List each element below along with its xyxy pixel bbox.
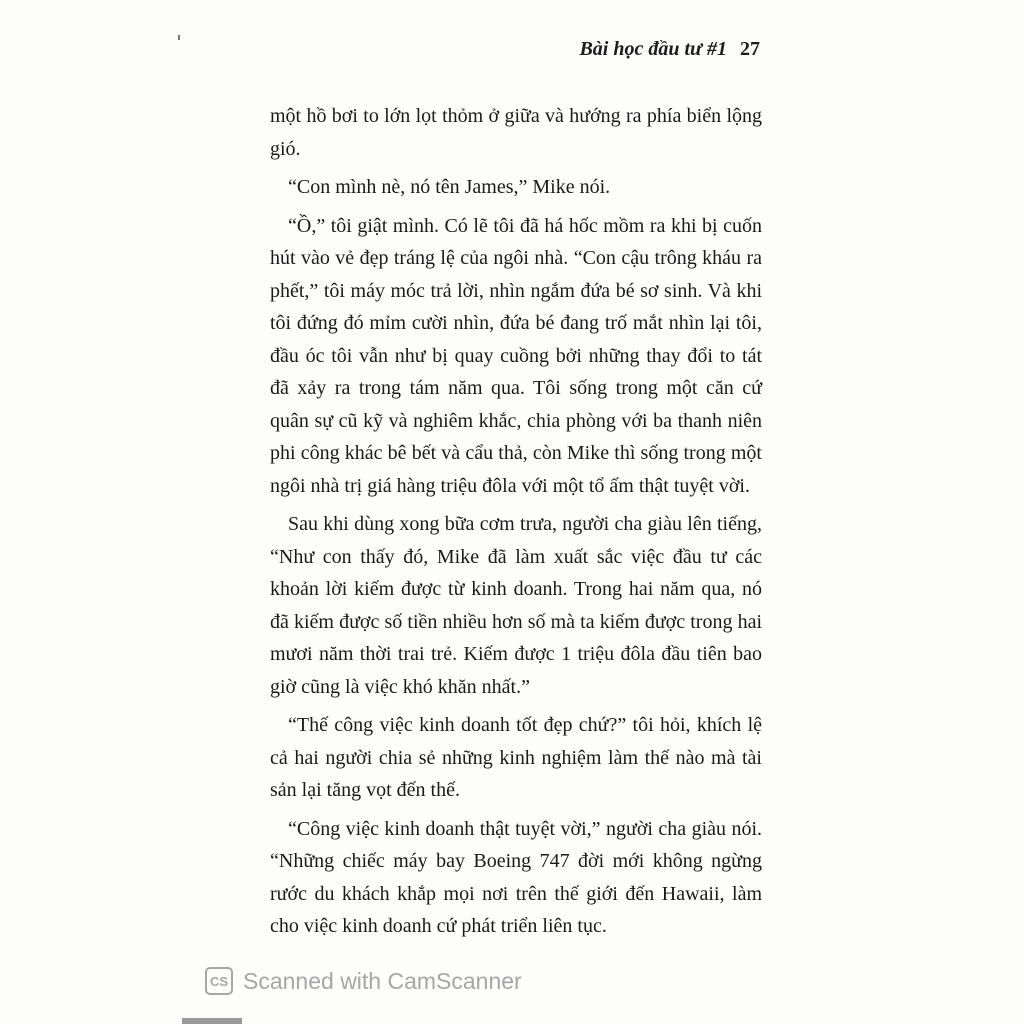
- paragraph: “Thế công việc kinh doanh tốt đẹp chứ?” tôi hỏi, khích lệ cả hai người chia sẻ những kinh nghiệm làm thế nào mà tài sản lại tăng vọt đến thế.: [270, 714, 762, 801]
- page-header: [560, 38, 760, 61]
- body-text: [270, 100, 762, 949]
- paragraph: “Ồ,” tôi giật mình. Có lẽ tôi đã há hốc mồm ra khi bị cuốn hút vào vẻ đẹp tráng lệ của ngôi nhà. “Con cậu trông kháu ra phết,” tôi máy móc trả lời, nhìn ngắm đứa bé sơ sinh. Và khi tôi đứng đó mỉm cười nhìn, đứa bé đang trố mắt nhìn lại tôi, đầu óc tôi vẫn như bị quay cuồng bởi những thay đổi to tát đã xảy ra trong tám năm qua. Tôi sống trong một căn cứ quân sự cũ kỹ và nghiêm khắc, chia phòng với ba thanh niên phi công khác bê bết và cẩu thả, còn Mike thì sống trong một ngôi nhà trị giá hàng triệu đôla với một tổ ấm thật tuyệt vời.: [270, 214, 762, 497]
- paragraph: “Công việc kinh doanh thật tuyệt vời,” người cha giàu nói. “Những chiếc máy bay Boeing 747 đời mới không ngừng rước du khách khắp mọi nơi trên thế giới đến Hawaii, làm cho việc kinh doanh cứ phát triển liên tục.: [270, 817, 762, 937]
- page-edge-shadow: [182, 1018, 242, 1024]
- paragraph: “Con mình nè, nó tên James,” Mike nói.: [288, 176, 611, 198]
- camscanner-logo-icon: CS: [205, 967, 233, 995]
- camscanner-watermark: [205, 967, 522, 995]
- watermark-text: Scanned with CamScanner: [243, 967, 522, 994]
- page-number: 27: [740, 38, 760, 60]
- paragraph-continuation: một hồ bơi to lớn lọt thỏm ở giữa và hướng ra phía biển lộng gió.: [270, 105, 762, 160]
- paragraph: Sau khi dùng xong bữa cơm trưa, người cha giàu lên tiếng, “Như con thấy đó, Mike đã làm xuất sắc việc đầu tư các khoản lời kiếm được từ kinh doanh. Trong hai năm qua, nó đã kiếm được số tiền nhiều hơn số mà ta kiếm được trong hai mươi năm thời trai trẻ. Kiếm được 1 triệu đôla đầu tiên bao giờ cũng là việc khó khăn nhất.”: [270, 513, 762, 698]
- scan-speck: [178, 35, 180, 40]
- running-title: Bài học đầu tư #1: [579, 38, 727, 60]
